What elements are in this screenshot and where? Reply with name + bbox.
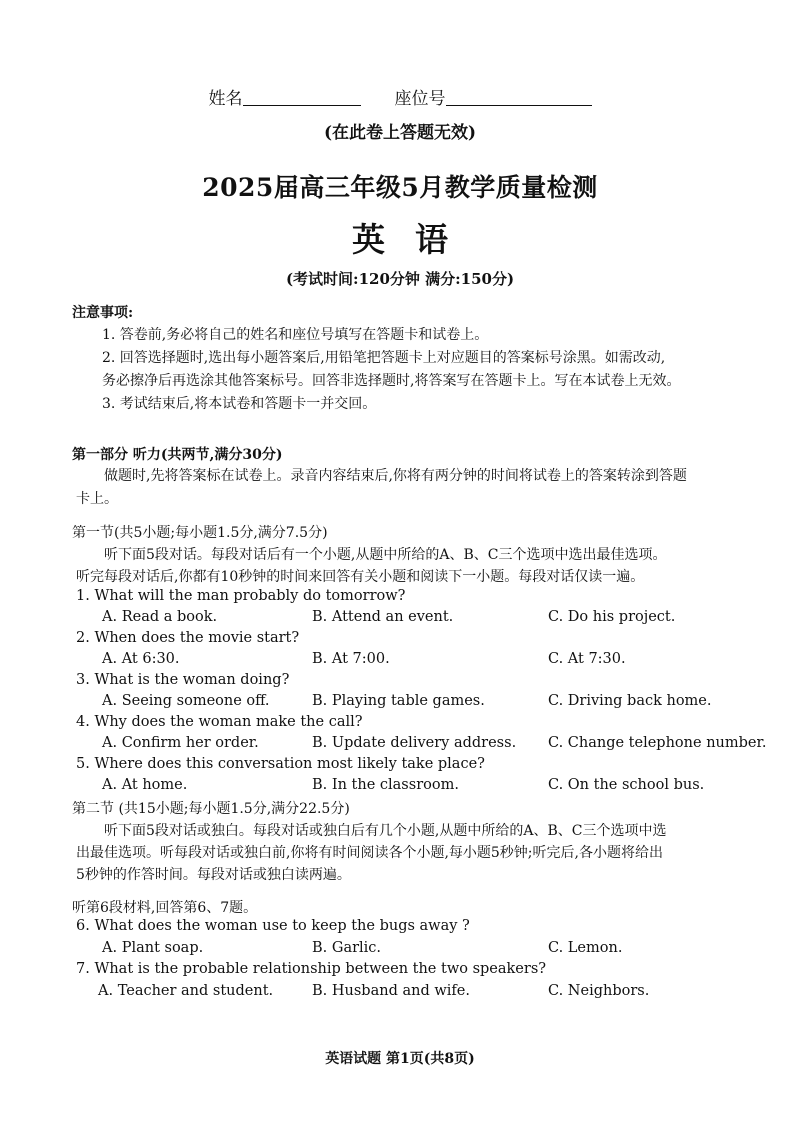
notice-item: 3. 考试结束后,将本试卷和答题卡一并交回。 (102, 396, 377, 412)
section2-intro-line: 听下面5段对话或独白。每段对话或独白后有几个小题,从题中所给的A、B、C三个选项中选 (104, 823, 667, 839)
part1-intro-line: 做题时,先将答案标在试卷上。录音内容结束后,你将有两分钟的时间将试卷上的答案转涂到答题 (104, 468, 687, 484)
option-b: B. At 7:00. (312, 651, 390, 667)
section1-intro-line: 听下面5段对话。每段对话后有一个小题,从题中所给的A、B、C三个选项中选出最佳选项。 (104, 547, 667, 563)
question-stem: 2. When does the movie start? (76, 630, 300, 646)
option-a: A. Teacher and student. (98, 983, 274, 999)
option-b: B. Update delivery address. (312, 735, 517, 751)
name-label: 姓名 (208, 89, 243, 109)
option-c: C. At 7:30. (548, 651, 626, 667)
seat-label: 座位号 (394, 89, 446, 109)
option-b: B. Husband and wife. (312, 983, 470, 999)
option-b: B. Garlic. (312, 940, 382, 956)
option-c: C. Lemon. (548, 940, 623, 956)
option-b: B. Attend an event. (312, 609, 454, 625)
exam-title: 2025届高三年级5月教学质量检测 (202, 173, 598, 202)
option-a: A. Read a book. (102, 609, 218, 625)
section1-intro-line: 听完每段对话后,你都有10秒钟的时间来回答有关小题和阅读下一小题。每段对话仅读一遍。 (76, 569, 645, 585)
part1-title: 第一部分 听力(共两节,满分30分) (72, 447, 283, 463)
option-b: B. In the classroom. (312, 777, 459, 793)
option-a: A. Seeing someone off. (102, 693, 270, 709)
material-instruction: 听第6段材料,回答第6、7题。 (72, 900, 258, 916)
notice-title: 注意事项: (72, 305, 134, 321)
question-stem: 4. Why does the woman make the call? (76, 714, 363, 730)
page-footer: 英语试题 第1页(共8页) (325, 1051, 475, 1067)
candidate-info-line (0, 84, 800, 109)
question-stem: 3. What is the woman doing? (76, 672, 290, 688)
question-stem: 6. What does the woman use to keep the bugs away ? (76, 918, 470, 934)
question-stem: 5. Where does this conversation most likely take place? (76, 756, 485, 772)
option-c: C. Driving back home. (548, 693, 712, 709)
option-a: A. Confirm her order. (102, 735, 259, 751)
option-c: C. Neighbors. (548, 983, 650, 999)
time-info: (考试时间:120分钟 满分:150分) (285, 270, 515, 288)
seat-blank (446, 87, 592, 106)
option-a: A. Plant soap. (102, 940, 204, 956)
section1-title: 第一节(共5小题;每小题1.5分,满分7.5分) (72, 525, 328, 541)
option-a: A. At home. (102, 777, 188, 793)
notice-item: 2. 回答选择题时,选出每小题答案后,用铅笔把答题卡上对应题目的答案标号涂黑。如需改动, (102, 350, 666, 366)
question-stem: 7. What is the probable relationship between the two speakers? (76, 961, 547, 977)
part1-intro-line: 卡上。 (76, 491, 118, 507)
option-c: C. Do his project. (548, 609, 676, 625)
notice-item-continued: 务必擦净后再选涂其他答案标号。回答非选择题时,将答案写在答题卡上。写在本试卷上无效。 (102, 373, 681, 389)
section2-intro-line: 出最佳选项。听每段对话或独白前,你将有时间阅读各个小题,每小题5秒钟;听完后,各小题将给出 (76, 845, 663, 861)
option-c: C. Change telephone number. (548, 735, 767, 751)
invalid-note: (在此卷上答题无效) (323, 123, 477, 143)
name-blank (243, 87, 361, 106)
option-c: C. On the school bus. (548, 777, 705, 793)
section2-intro-line: 5秒钟的作答时间。每段对话或独白读两遍。 (76, 867, 351, 883)
subject-title: 英语 (352, 220, 478, 259)
option-a: A. At 6:30. (102, 651, 180, 667)
question-stem: 1. What will the man probably do tomorrow? (76, 588, 406, 604)
option-b: B. Playing table games. (312, 693, 485, 709)
notice-item: 1. 答卷前,务必将自己的姓名和座位号填写在答题卡和试卷上。 (102, 327, 489, 343)
section2-title: 第二节 (共15小题;每小题1.5分,满分22.5分) (72, 801, 350, 817)
